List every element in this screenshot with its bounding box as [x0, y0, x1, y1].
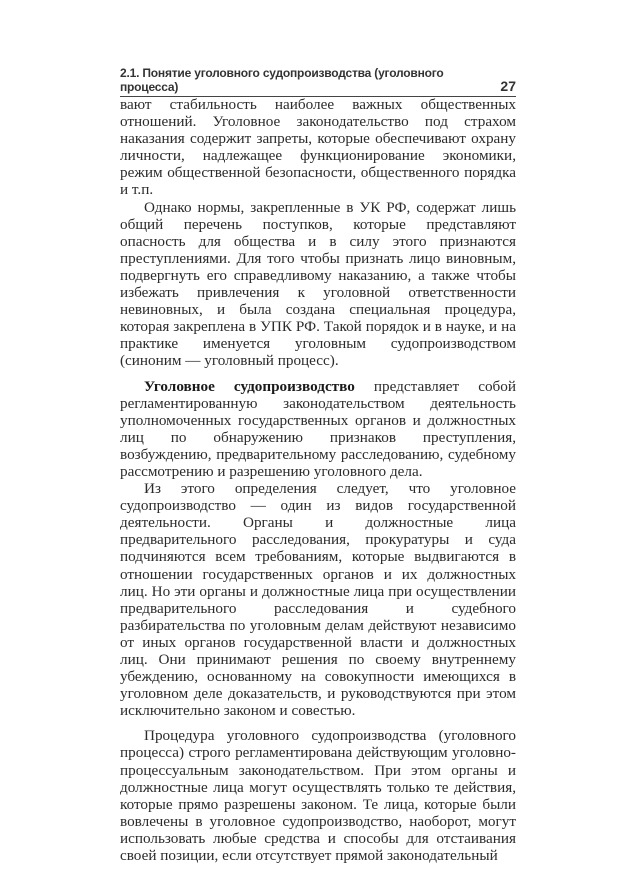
body-text: [120, 96, 516, 864]
paragraph: Процедура уголовного судопроизводства (уголовного процесса) строго регламентирована действующим уголовно-процессуальным законодательством. При этом органы и должностные лица могут осуществлять только те действия, которые прямо разрешены законом. Те лица, которые были вовлечены в уголовное судопроизводство, наоборот, могут использовать любые средства и способы для отстаивания своей позиции, если отсутствует прямой законодательный: [120, 727, 516, 865]
running-header: [120, 66, 516, 97]
page-number: 27: [500, 78, 516, 94]
defined-term: Уголовное судопроизводство: [144, 377, 355, 395]
paragraph-continued: вают стабильность наиболее важных общественных отношений. Уголовное законодательство под страхом наказания содержит запреты, которые обеспечивают охрану личности, надлежащее функционирование экономики, режим общественной безопасности, общественного порядка и т.п.: [120, 96, 516, 199]
paragraph: Из этого определения следует, что уголовное судопроизводство — один из видов государственной деятельности. Органы и должностные лица предварительного расследования, прокуратуры и суда подчиняются всем требованиям, которые выдвигаются в отношении государственных органов и их должностных лиц. Но эти органы и должностные лица при осуществлении предварительного расследования и судебного разбирательства по уголовным делам действуют независимо от иных органов государственной власти и должностных лиц. Они принимают решения по своему внутреннему убеждению, основанному на совокупности имеющихся в уголовном деле доказательств, и руководствуются при этом исключительно законом и совестью.: [120, 480, 516, 720]
paragraph: Однако нормы, закрепленные в УК РФ, содержат лишь общий перечень поступков, которые представляют опасность для общества и в силу этого признаются преступлениями. Для того чтобы признать лицо виновным, подвергнуть его справедливому наказанию, а также чтобы избежать привлечения к уголовной ответственности невиновных, и была создана специальная процедура, которая закреплена в УПК РФ. Такой порядок и в науке, и на практике именуется уголовным судопроизводством (синоним — уголовный процесс).: [120, 198, 516, 370]
definition-text: представляет собой регламентированную законодательством деятельность уполномоченных государственных органов и должностных лиц по обнаружению признаков преступления, возбуждению, предварительному расследованию, судебному рассмотрению и разрешению уголовного дела.: [120, 377, 516, 480]
section-title: 2.1. Понятие уголовного судопроизводства (уголовного процесса): [120, 66, 444, 94]
paragraph-definition: [120, 378, 516, 481]
